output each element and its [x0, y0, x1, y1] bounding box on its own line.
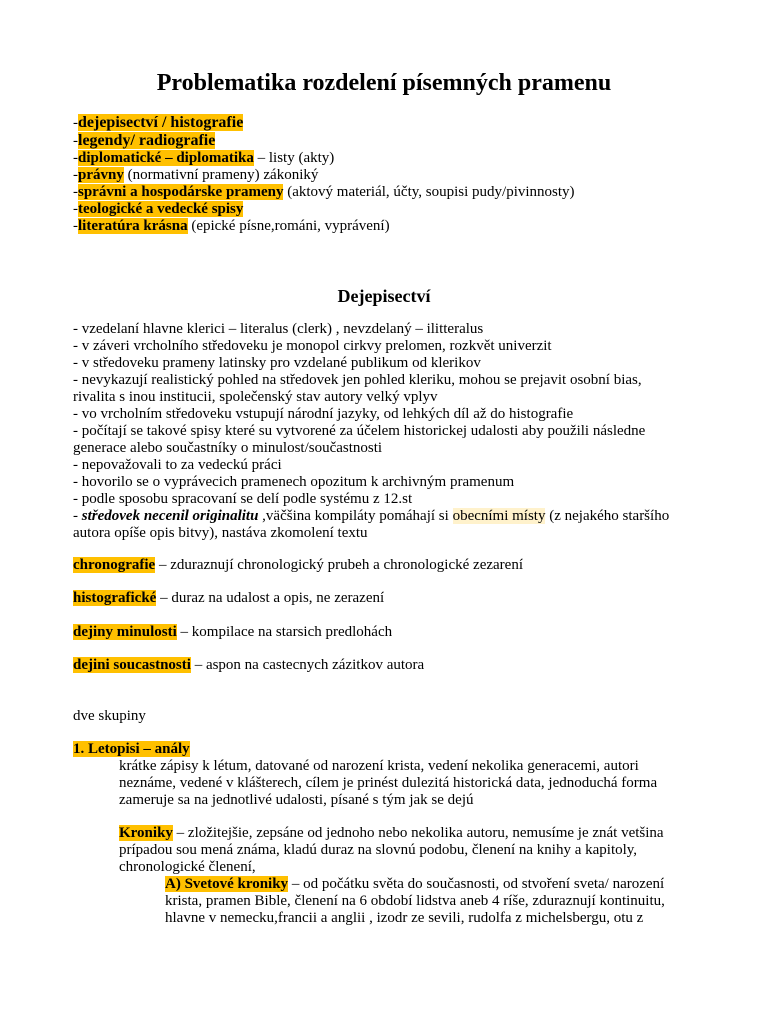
- bullet-line: - středovek necenil originalitu ,väčšina kompiláty pomáhají si obecními místy (z nejakého staršího: [73, 508, 670, 524]
- text-line: neznáme, vedené v klášterech, cílem je prinést dulezitá historická data, jednoduchá forma: [119, 775, 658, 791]
- section-term: A) Svetové kroniky: [165, 876, 289, 892]
- section-term: 1. Letopisi – anály: [73, 741, 190, 757]
- text-line: hlavne v nemecku,francii a anglii , izodr ze sevili, rudolfa z michelsbergu, otu z: [165, 910, 644, 926]
- section-heading: Dejepisectví: [337, 286, 431, 306]
- page-title: Problematika rozdelení písemných pramenu: [156, 70, 612, 96]
- section-term: Kroniky: [119, 825, 173, 841]
- source-term: teologické a vedecké spisy: [78, 201, 244, 217]
- text-line: chronologické členení,: [119, 859, 256, 875]
- bullet-line: generace alebo součastníky o minulost/součastnosti: [73, 440, 383, 456]
- definition-chronografie: chronografie – zduraznují chronologický prubeh a chronologické zezarení: [73, 557, 523, 573]
- list-item: -teologické a vedecké spisy: [73, 201, 244, 217]
- bullet-line: - počítají se takové spisy které su vytvorené za účelem historickej udalosti aby použili následne: [73, 423, 646, 439]
- definition-term: dejini soucastnosti: [73, 657, 191, 673]
- bullet-line: - v záveri vrcholního středoveku je monopol cirkvy prelomen, rozkvět univerzit: [73, 338, 552, 354]
- emphasis-text: středovek necenil originalitu: [81, 508, 259, 524]
- source-term: právny: [78, 167, 124, 183]
- source-types-list: [73, 114, 713, 235]
- list-item: -správni a hospodárske prameny (aktový materiál, účty, soupisi pudy/pivinnosty): [73, 184, 575, 200]
- definition-dejini-soucastnosti: dejini soucastnosti – aspon na castecnych zázitkov autora: [73, 657, 425, 673]
- letopisi-body: [119, 758, 719, 809]
- source-term: dejepisectví / histografie: [78, 114, 244, 131]
- text-line: Kroniky – zložitejšie, zepsáne od jednoho nebo nekolika autoru, nemusíme je znát vetšina: [119, 825, 664, 841]
- list-item: -dejepisectví / histografie: [73, 114, 244, 131]
- source-term: literatúra krásna: [78, 218, 188, 234]
- kroniky-body: [119, 825, 719, 876]
- source-term: legendy/ radiografie: [78, 132, 216, 149]
- bullet-line: - nepovažovali to za vedeckú práci: [73, 457, 282, 473]
- groups-label: dve skupiny: [73, 708, 146, 724]
- bullet-line: - podle sposobu spracovaní se delí podle systému z 12.st: [73, 491, 413, 507]
- bullet-line: - nevykazují realistický pohled na středovek jen pohled kleriku, mohou se prejavit osobní bias,: [73, 372, 642, 388]
- svetove-kroniky-body: [165, 876, 725, 927]
- list-item: -právny (normativní prameny) zákoniký: [73, 167, 319, 183]
- definition-term: chronografie: [73, 557, 156, 573]
- list-item: -diplomatické – diplomatika – listy (akty): [73, 150, 335, 166]
- source-term: diplomatické – diplomatika: [78, 150, 254, 166]
- text-line: krista, pramen Bible, členení na 6 období lidstva aneb 4 ríše, zduraznují kontinuitu,: [165, 893, 665, 909]
- list-item: -literatúra krásna (epické písne,románi, vyprávení): [73, 218, 390, 234]
- text-line: krátke zápisy k létum, datované od narození krista, vedení nekolika generacemi, autori: [119, 758, 639, 774]
- definition-histograficke: histografické – duraz na udalost a opis, ne zerazení: [73, 590, 385, 606]
- list-item: -legendy/ radiografie: [73, 132, 216, 149]
- definition-dejiny-minulosti: dejiny minulosti – kompilace na starsich predlohách: [73, 624, 393, 640]
- text-line: A) Svetové kroniky – od počátku světa do současnosti, od stvoření sveta/ narození: [165, 876, 665, 892]
- bullet-line: - v středoveku prameny latinsky pro vzdelané publikum od klerikov: [73, 355, 481, 371]
- bullet-line: autora opíše opis bitvy), nastáva zkomolení textu: [73, 525, 368, 541]
- bullet-line: rivalita s inou institucii, společenský stav autory velký vplyv: [73, 389, 438, 405]
- definition-term: histografické: [73, 590, 157, 606]
- bullet-line: - vzedelaní hlavne klerici – literalus (clerk) , nevzdelaný – ilitteralus: [73, 321, 484, 337]
- source-term: správni a hospodárske prameny: [78, 184, 284, 200]
- soft-highlight: obecními místy: [452, 508, 546, 524]
- dejepisectvi-bullets: [73, 321, 713, 542]
- letopisi-heading: [73, 741, 713, 758]
- bullet-line: - vo vrcholním středoveku vstupují národní jazyky, od lehkých díl až do histografie: [73, 406, 574, 422]
- definition-term: dejiny minulosti: [73, 624, 177, 640]
- text-line: zameruje sa na jednotlivé udalosti, písané s tým jak se dejú: [119, 792, 474, 808]
- text-line: prípadou sou mená známa, kladú duraz na slovnú podobu, členení na knihy a kapitoly,: [119, 842, 638, 858]
- bullet-line: - hovorilo se o vyprávecich pramenech opozitum k archivným pramenum: [73, 474, 515, 490]
